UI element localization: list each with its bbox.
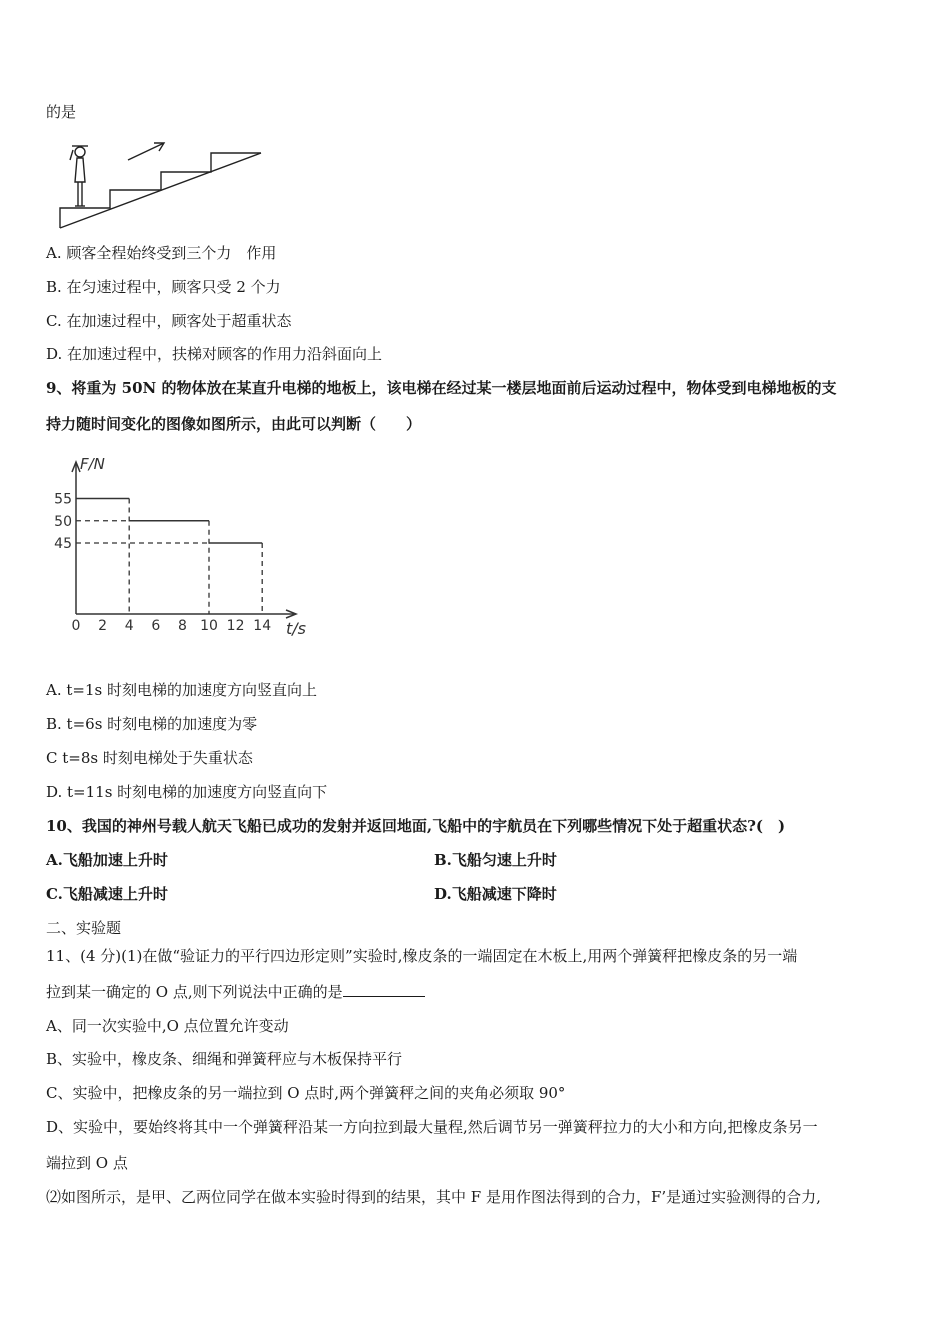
x-axis-label: t/s: [286, 619, 306, 638]
q9-option-a: A. t=1s 时刻电梯的加速度方向竖直向上: [46, 681, 317, 699]
q9-option-d: D. t=11s 时刻电梯的加速度方向竖直向下: [46, 783, 328, 801]
y-tick-label: 45: [54, 536, 72, 552]
x-tick-label: 12: [226, 618, 245, 634]
x-tick-label: 8: [177, 618, 187, 634]
y-axis-label: F/N: [80, 455, 105, 473]
q11-part2: ⑵如图所示，是甲、乙两位同学在做本实验时得到的结果，其中 F 是用作图法得到的合力，F’是通过实验测得的合力,: [46, 1188, 821, 1206]
q11-option-a: A、同一次实验中,O 点位置允许变动: [46, 1017, 289, 1035]
q10-option-d: D.飞船减速下降时: [434, 885, 557, 903]
q9-option-c: C t=8s 时刻电梯处于失重状态: [46, 749, 253, 767]
q10-option-a: A.飞船加速上升时: [46, 851, 168, 869]
y-tick-label: 55: [54, 491, 72, 508]
q11-option-d-cont: 端拉到 O 点: [46, 1154, 128, 1172]
q8-option-d: D. 在加速过程中，扶梯对顾客的作用力沿斜面向上: [46, 345, 383, 363]
q11-line2: 拉到某一确定的 O 点,则下列说法中正确的是: [46, 983, 343, 1001]
escalator-figure: [58, 140, 268, 235]
q10-option-c: C.飞船减速上升时: [46, 885, 168, 903]
x-tick-label: 2: [98, 618, 108, 634]
q10-stem: 10、我国的神州号载人航天飞船已成功的发射并返回地面,飞船中的宇航员在下列哪些情况下处于超重状态?( ): [46, 817, 786, 835]
q9-stem-line1: 9、将重为 50N 的物体放在某直升电梯的地板上，该电梯在经过某一楼层地面前后运动过程中，物体受到电梯地板的支: [46, 379, 837, 397]
q11-option-d: D、实验中，要始终将其中一个弹簧秤沿某一方向拉到最大量程,然后调节另一弹簧秤拉力的大小和方向,把橡皮条另一: [46, 1118, 818, 1136]
escalator-incline: [60, 153, 261, 228]
x-tick-label: 14: [253, 618, 272, 634]
q8-option-a: A. 顾客全程始终受到三个力 作用: [46, 244, 277, 262]
section-heading: 二、实验题: [46, 919, 122, 937]
q8-stem-tail: 的是: [46, 103, 77, 121]
q11-line1: 11、(4 分)(1)在做“验证力的平行四边形定则”实验时,橡皮条的一端固定在木板上,用两个弹簧秤把橡皮条的另一端: [46, 947, 798, 965]
x-tick-label: 0: [71, 618, 81, 634]
person-icon: [70, 146, 88, 206]
answer-blank[interactable]: [343, 982, 425, 997]
x-tick-label: 4: [124, 618, 134, 634]
force-time-graph: [46, 452, 316, 642]
q10-option-b: B.飞船匀速上升时: [434, 851, 557, 869]
q9-stem-line2: 持力随时间变化的图像如图所示，由此可以判断（ ）: [46, 415, 422, 433]
y-tick-label: 50: [54, 513, 72, 530]
q8-option-b: B. 在匀速过程中，顾客只受 2 个力: [46, 278, 281, 296]
q9-option-b: B. t=6s 时刻电梯的加速度为零: [46, 715, 258, 733]
x-tick-label: 6: [151, 618, 161, 634]
q11-option-b: B、实验中，橡皮条、细绳和弹簧秤应与木板保持平行: [46, 1050, 403, 1068]
q11-line2-wrap: [46, 982, 425, 1002]
q8-option-c: C. 在加速过程中，顾客处于超重状态: [46, 312, 292, 330]
motion-arrow: [128, 143, 164, 160]
q11-option-c: C、实验中，把橡皮条的另一端拉到 O 点时,两个弹簧秤之间的夹角必须取 90°: [46, 1084, 566, 1102]
x-tick-label: 10: [200, 618, 218, 634]
